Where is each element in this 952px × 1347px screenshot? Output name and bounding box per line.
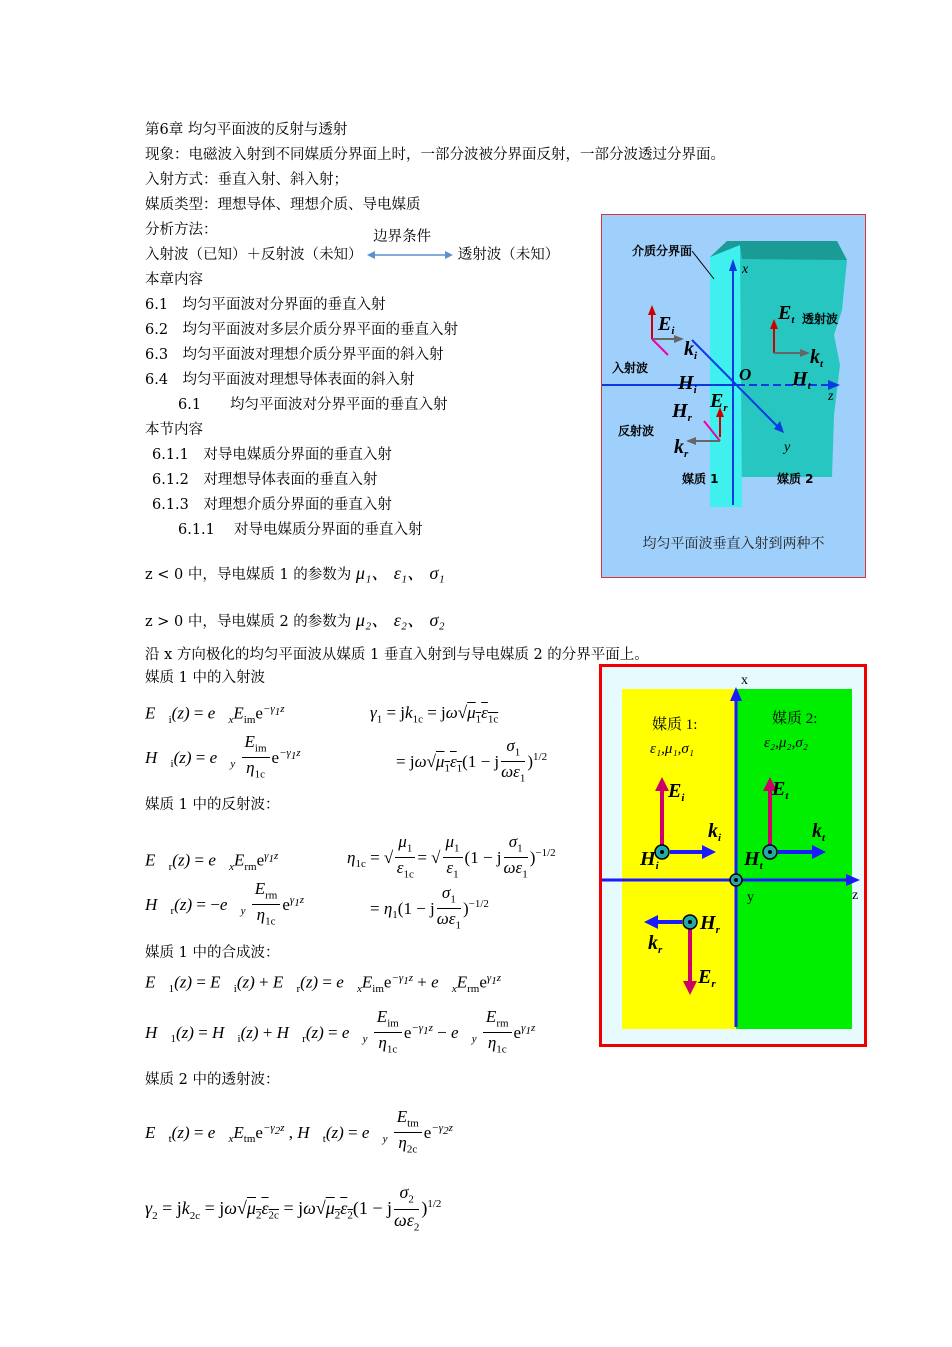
- toc-item-6-1-3: 6.1.3 对理想介质分界面的垂直入射: [152, 497, 392, 513]
- eq-H1: $H⃗_1(z)$ = $H⃗_i(z)$ + $H⃗_r(z)$ = $e⃗_y$ $\frac{E_{im}}{\eta_{1c}}$ $e^{-\gamma_1z}$ − $e⃗_y$ $\frac{E_{rm}}{\eta_{1c}}$ $e^{\gamma_1z}$: [145, 1007, 536, 1056]
- transmitted-label: 透射波: [802, 312, 839, 326]
- polarization-line: 沿 x 方向极化的均匀平面波从媒质 1 垂直入射到与导电媒质 2 的分界平面上。: [145, 647, 649, 663]
- axis-y-label: y: [784, 440, 791, 455]
- fig2-x-label: x: [741, 673, 748, 688]
- fig2-Hi: $H_i$: [640, 848, 659, 872]
- phenomenon-line: 现象：电磁波入射到不同媒质分界面上时，一部分波被分界面反射，一部分波透过分界面。: [145, 147, 725, 163]
- figure-interface-3d: [601, 214, 866, 578]
- interface-label: 介质分界面: [632, 244, 693, 258]
- Hr-label: $H_r$: [672, 400, 692, 424]
- chapter-title: 第6章 均匀平面波的反射与透射: [145, 122, 348, 138]
- Hi-label: $H_i$: [678, 372, 697, 396]
- incident-label: 入射波: [612, 361, 649, 375]
- section-6-1-title: 6.1 均匀平面波对分界平面的垂直入射: [178, 397, 448, 413]
- toc-item-6-2: 6.2 均匀平面波对多层介质分界平面的垂直入射: [145, 322, 459, 338]
- medium2-params-line: [145, 610, 445, 632]
- fig2-medium1-params: ε₁,μ₁,σ₁: [650, 741, 694, 757]
- double-arrow-icon: [367, 247, 453, 263]
- incident-wave-heading: 媒质 1 中的入射波: [145, 670, 265, 686]
- eq-Hi: $H⃗_i(z)$ = $e⃗_y$ $\frac{E_{im}}{\eta_{1c}}$ $e^{-\gamma_1z}$: [145, 732, 301, 781]
- eq-gamma2: $\gamma_2 = jk_{2c} = j\omega√\mu_2\varepsilon_{2c} = j\omega√\mu_2\varepsilon_2(1 - j$ $\frac{\sigma_2}{\omega\varepsilon_2}$ )$^{1/2}$: [145, 1182, 442, 1234]
- chapter-contents-heading: 本章内容: [145, 272, 203, 288]
- fig2-medium2: 媒质 2:: [772, 711, 818, 727]
- Ei-label: $E_i$: [658, 313, 675, 337]
- fig2-kr: $k_r$: [648, 932, 663, 956]
- toc-item-6-4: 6.4 均匀平面波对理想导体表面的斜入射: [145, 372, 415, 388]
- fig2-ki: $k_i$: [708, 820, 722, 844]
- Ht-label: $H_t$: [792, 368, 811, 392]
- eq-eta1c-b: = $\eta_1(1 - j$ $\frac{\sigma_1}{\omega\varepsilon_1}$ )$^{-1/2}$: [370, 883, 489, 932]
- kt-label: $k_t$: [810, 346, 824, 370]
- medium1-params-math: μ₁、 ε₁、 σ₁: [355, 563, 445, 583]
- eq-Er: $E⃗_r(z)$ = $e⃗_xE_{rm}e^{\gamma_1z}$: [145, 850, 279, 874]
- fig2-Er: $E_r$: [698, 966, 716, 990]
- eq-eta1c: $\eta_{1c}$ = √ $\frac{\mu_1}{\varepsilon_{1c}}$ = √ $\frac{\mu_1}{\varepsilon_1}$ (1 − j $\frac{\sigma_1}{\omega\varepsilon_1}$ )$^{-1/2}$: [347, 832, 556, 881]
- medium2-params-text: z > 0 中，导电媒质 2 的参数为: [145, 614, 352, 630]
- fig2-Ht: $H_t$: [744, 848, 763, 872]
- transmitted-wave-text: 透射波（未知）: [457, 247, 560, 263]
- eq-Ei: $E⃗_i(z)$ = $e⃗_xE_{im}e^{-\gamma_1z}$: [145, 703, 285, 727]
- medium1-label: 媒质 1: [682, 472, 719, 486]
- medium1-params-text: z < 0 中，导电媒质 1 的参数为: [145, 567, 352, 583]
- kr-label: $k_r$: [674, 436, 689, 460]
- origin-label: O: [739, 365, 752, 384]
- axis-z-label: z: [828, 389, 834, 404]
- known-waves-text: 入射波（已知）＋反射波（未知）: [145, 247, 363, 263]
- reflected-wave-heading: 媒质 1 中的反射波：: [145, 797, 280, 813]
- combined-wave-heading: 媒质 1 中的合成波：: [145, 945, 280, 961]
- boundary-arrow: [367, 229, 453, 263]
- figure2-diagram: [602, 667, 864, 1044]
- figure1-caption: 均匀平面波垂直入射到两种不: [642, 536, 825, 552]
- fig2-kt: $k_t$: [812, 820, 826, 844]
- fig2-Et: $E_t$: [772, 778, 789, 802]
- medium2-params-math: μ₂、 ε₂、 σ₂: [355, 610, 445, 630]
- section-contents-heading: 本节内容: [145, 422, 203, 438]
- incidence-mode-line: 入射方式：垂直入射、斜入射；: [145, 172, 348, 188]
- fig2-z-label: z: [852, 888, 859, 903]
- fig2-y-label: y: [747, 890, 754, 905]
- toc-item-6-1: 6.1 均匀平面波对分界面的垂直入射: [145, 297, 386, 313]
- eq-Hr: $H⃗_r(z)$ = $-e⃗_y$ $\frac{E_{rm}}{\eta_{1c}}$ $e^{\gamma_1z}$: [145, 879, 305, 928]
- analysis-method-line: 分析方法：: [145, 222, 218, 238]
- medium2-label: 媒质 2: [777, 472, 814, 486]
- ki-label: $k_i$: [684, 338, 698, 362]
- transmitted-wave-heading: 媒质 2 中的透射波：: [145, 1072, 280, 1088]
- fig2-medium1: 媒质 1:: [652, 717, 698, 733]
- medium1-params-line: [145, 563, 445, 585]
- eq-E1: $E⃗_1(z)$ = $E⃗_i(z)$ + $E⃗_r(z)$ = $e⃗_xE_{im}e^{-\gamma_1z}$ + $e⃗_xE_{rm}e^{\gamma_1z}$: [145, 972, 502, 996]
- fig2-medium2-params: ε₂,μ₂,σ₂: [764, 735, 808, 751]
- toc-item-6-3: 6.3 均匀平面波对理想介质分界平面的斜入射: [145, 347, 444, 363]
- toc-item-6-1-2: 6.1.2 对理想导体表面的垂直入射: [152, 472, 378, 488]
- eq-gamma1: $\gamma_1 = jk_{1c} = j\omega√\mu_1\varepsilon_{1c}$: [370, 703, 499, 726]
- boundary-condition-label: 边界条件: [373, 229, 432, 245]
- eq-gamma1b: = $j\omega√\mu_1\varepsilon_1(1 - j$ $\frac{\sigma_1}{\omega\varepsilon_1}$ )$^{1/2}$: [396, 736, 548, 785]
- fig2-Ei: $E_i$: [668, 780, 685, 804]
- fig2-Hr: $H_r$: [700, 912, 720, 936]
- subsection-6-1-1-title: 6.1.1 对导电媒质分界面的垂直入射: [178, 522, 423, 538]
- figure-normal-incidence: [599, 664, 867, 1047]
- toc-item-6-1-1: 6.1.1 对导电媒质分界面的垂直入射: [152, 447, 392, 463]
- media-type-line: 媒质类型：理想导体、理想介质、导电媒质: [145, 197, 421, 213]
- axis-x-label: x: [742, 262, 749, 277]
- reflected-label: 反射波: [618, 424, 655, 438]
- figure1-diagram: [602, 215, 865, 525]
- Et-label: $E_t$: [778, 302, 795, 326]
- Er-label: $E_r$: [710, 390, 728, 414]
- eq-Et-Ht: $E⃗_t(z)$ = $e⃗_xE_{tm}e^{-\gamma_2z}$ , $H⃗_t(z)$ = $e⃗_y$ $\frac{E_{tm}}{\eta_{2c}}$ $e^{-\gamma_2z}$: [145, 1107, 453, 1156]
